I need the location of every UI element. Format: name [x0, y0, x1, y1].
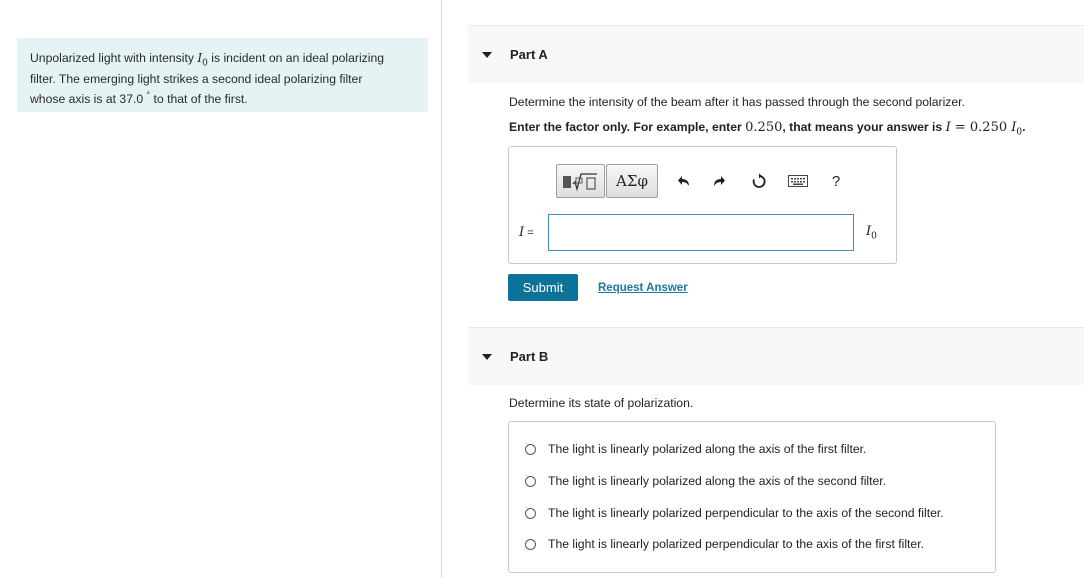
- help-icon[interactable]: ?: [831, 172, 841, 190]
- radio-button[interactable]: [525, 444, 536, 455]
- problem-statement: [17, 38, 428, 112]
- caret-down-icon[interactable]: [482, 52, 492, 58]
- keyboard-icon[interactable]: [787, 171, 809, 191]
- problem-line-1: Unpolarized light with intensity $I_0$ is incident on an ideal polarizing: [30, 51, 385, 69]
- caret-down-icon[interactable]: [482, 354, 492, 360]
- part-b-header[interactable]: [468, 327, 1084, 385]
- answer-box: [508, 146, 897, 264]
- part-a-title: Part A: [510, 47, 548, 62]
- radio-button[interactable]: [525, 539, 536, 550]
- part-a-header[interactable]: [468, 25, 1084, 83]
- intensity-symbol: $I_0$: [197, 51, 208, 69]
- option-2[interactable]: The light is linearly polarized along the axis of the second filter.: [525, 473, 886, 489]
- part-a-instruction: Enter the factor only. For example, enter 0.250, that means your answer is I = 0.250 $I_0$.: [509, 120, 1026, 138]
- option-1[interactable]: The light is linearly polarized along the axis of the first filter.: [525, 441, 866, 457]
- input-label: I =: [519, 225, 534, 240]
- part-b-title: Part B: [510, 349, 549, 364]
- options-box: [508, 421, 996, 573]
- redo-icon[interactable]: [709, 171, 729, 191]
- templates-button[interactable]: [556, 164, 605, 198]
- problem-line-2: filter. The emerging light strikes a second ideal polarizing filter: [30, 72, 363, 87]
- radio-button[interactable]: [525, 508, 536, 519]
- submit-button[interactable]: Submit: [508, 274, 578, 301]
- symbols-button[interactable]: ΑΣφ: [606, 164, 658, 198]
- unit-label: $I_0$: [866, 224, 877, 242]
- reset-icon[interactable]: [749, 171, 769, 191]
- answer-input[interactable]: [548, 214, 854, 251]
- panel-divider: [441, 0, 442, 578]
- part-b-question: Determine its state of polarization.: [509, 396, 694, 410]
- problem-line-3: whose axis is at 37.0 ° to that of the first.: [30, 90, 248, 107]
- undo-icon[interactable]: [674, 171, 694, 191]
- option-3[interactable]: The light is linearly polarized perpendicular to the axis of the second filter.: [525, 505, 944, 521]
- request-answer-link[interactable]: Request Answer: [598, 282, 688, 294]
- radio-button[interactable]: [525, 476, 536, 487]
- option-4[interactable]: The light is linearly polarized perpendicular to the axis of the first filter.: [525, 536, 924, 552]
- templates-icon: [561, 170, 601, 192]
- part-a-question: Determine the intensity of the beam after it has passed through the second polarizer.: [509, 95, 965, 109]
